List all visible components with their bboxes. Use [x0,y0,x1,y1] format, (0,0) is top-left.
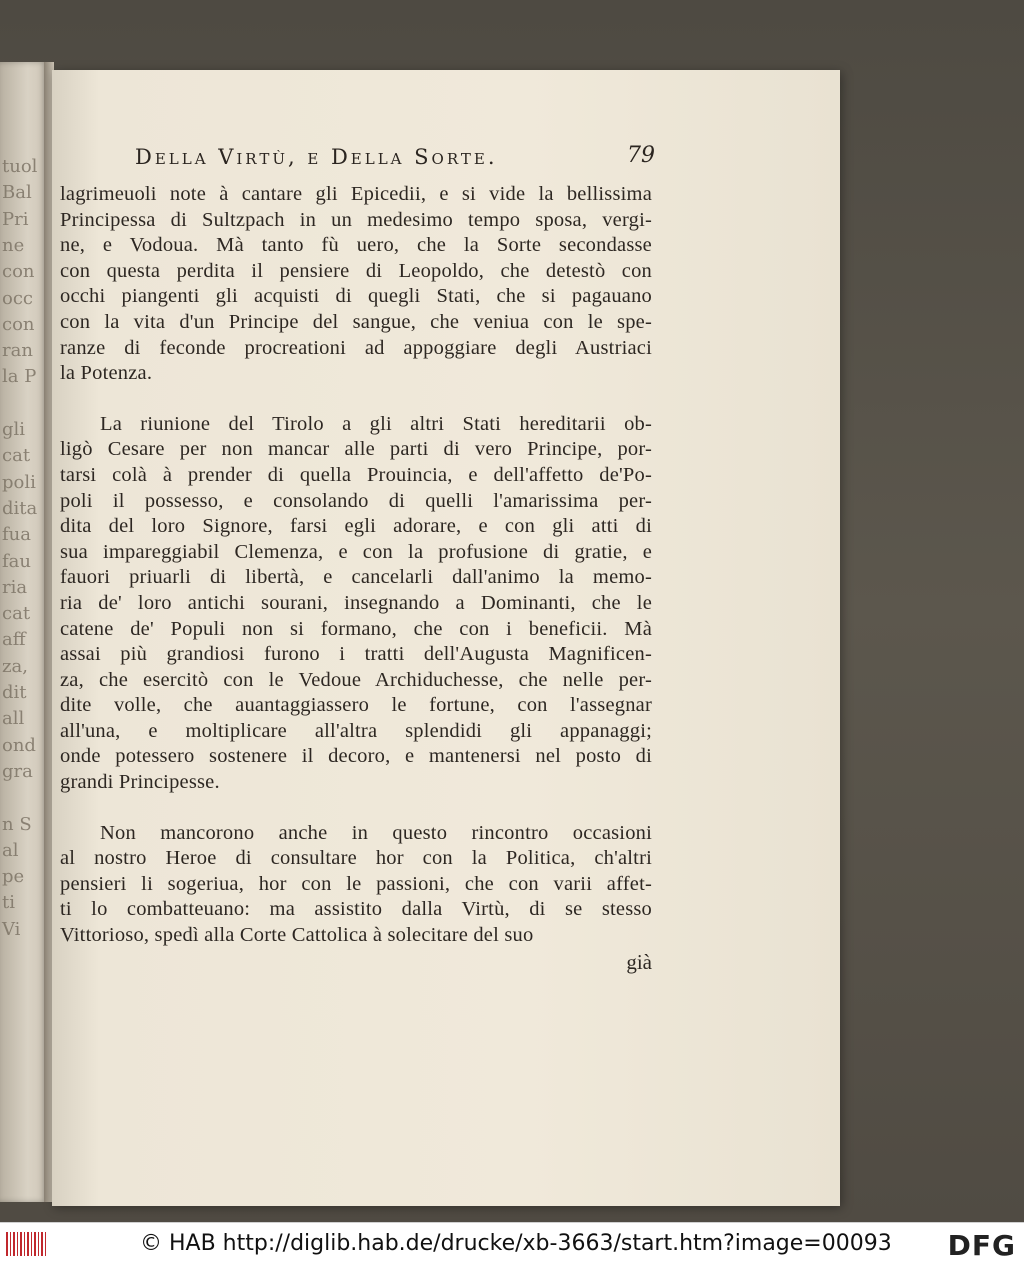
paragraph [60,182,652,387]
verso-fragment: ria [2,576,28,598]
text-line: sua impareggiabil Clemenza, e con la profusione di gratie, e [60,540,652,563]
text-line: grandi Principesse. [60,771,220,794]
text-line: assai più grandiosi furono i tratti dell'Augusta Magnificen- [60,643,652,666]
page-number: 79 [627,143,655,168]
text-line: con questa perdita il pensiere di Leopoldo, che detestò con [60,259,652,282]
text-line: La riunione del Tirolo a gli altri Stati hereditarii ob- [100,412,652,435]
verso-page-edge [0,62,46,1202]
page-header [135,143,655,173]
body-text [60,182,652,949]
hab-logo-icon[interactable] [6,1232,46,1256]
text-line: con la vita d'un Principe del sangue, che veniua con le spe- [60,310,652,333]
text-line: la Potenza. [60,362,153,385]
text-line: catene de' Populi non si formano, che con i beneficii. Mà [60,617,652,640]
text-line: za, che esercitò con le Vedoue Archiduchesse, che nelle per- [60,668,652,691]
verso-fragment: n S [2,813,32,835]
text-line: dita del loro Signore, farsi egli adorare, e con gli atti di [60,515,652,538]
paragraph-gap [60,796,652,821]
text-line: ria de' loro antichi sourani, insegnando a Dominanti, che le [60,591,652,614]
verso-fragment: aff [2,629,26,651]
text-line: Vittorioso, spedì alla Corte Cattolica à solecitare del suo [60,924,534,947]
verso-fragment: za, [2,655,28,677]
verso-fragment: cat [2,603,31,625]
verso-fragment: ran [2,340,33,362]
text-line: onde potessero sostenere il decoro, e mantenersi nel posto di [60,745,652,768]
verso-fragment: pe [2,866,25,888]
verso-fragment [2,395,46,413]
text-line: pensieri li sogeriua, hor con le passioni, che con varii affet- [60,872,652,895]
verso-fragment: tuol [2,156,38,177]
text-line: poli il possesso, e consolando di quelli l'amarissima per- [60,489,652,512]
verso-fragment: all [2,708,25,730]
verso-fragment: gra [2,760,33,782]
verso-fragment: Bal [2,182,32,204]
verso-fragment: Vi [2,918,21,940]
verso-fragment: ti [2,892,15,914]
verso-fragment: ne [2,234,25,256]
text-line: lagrimeuoli note à cantare gli Epicedii, e si vide la bellissima [60,183,652,205]
text-line: fauori priuarli di libertà, e cancelarli dall'animo la memo- [60,566,652,589]
text-line: ne, e Vodoua. Mà tanto fù uero, che la Sorte secondasse [60,234,652,257]
text-line: ligò Cesare per non mancar alle parti di vero Principe, por- [60,438,652,461]
paragraph [60,821,652,949]
verso-fragment: con [2,261,35,283]
verso-fragment: con [2,313,35,335]
verso-fragment: ond [2,734,36,756]
text-line: ranze di feconde procreationi ad appoggiare degli Austriaci [60,336,652,359]
verso-fragment: dit [2,682,27,703]
text-line: Non mancorono anche in questo rincontro occasioni [100,821,652,844]
paragraph [60,412,652,796]
text-line: ti lo combatteuano: ma assistito dalla Virtù, di se stesso [60,898,652,921]
text-line: al nostro Heroe di consultare hor con la Politica, ch'altri [60,847,652,870]
verso-fragment: Pri [2,208,29,230]
dfg-logo[interactable]: DFG [947,1229,1016,1262]
text-line: occhi piangenti gli acquisti di quegli Stati, che si pagauano [60,285,652,308]
viewer-footer [0,1222,1024,1265]
verso-fragment: dita [2,497,38,519]
text-line: tarsi colà à prender di quella Prouincia, e dell'affetto de'Po- [60,463,652,486]
paragraph-gap [60,387,652,412]
verso-fragment [2,789,46,807]
running-head: Della Virtù, e Della Sorte. [135,145,498,169]
copyright-link[interactable]: © HAB http://diglib.hab.de/drucke/xb-3663/start.htm?image=00093 [140,1231,892,1256]
verso-fragment: la P [2,366,37,388]
verso-fragment: gli [2,419,26,440]
verso-fragment: fua [2,524,31,546]
verso-fragment: fau [2,550,31,572]
catchword: già [626,950,652,974]
text-line: all'una, e moltiplicare all'altra splendidi gli appanaggi; [60,719,652,742]
verso-fragment: cat [2,445,31,467]
verso-fragment: occ [2,287,33,309]
text-line: dite volle, che auantaggiassero le fortune, con l'assegnar [60,694,652,717]
verso-fragment: poli [2,471,36,493]
verso-fragment: al [2,839,19,861]
text-line: Principessa di Sultzpach in un medesimo tempo sposa, vergi- [60,208,652,231]
